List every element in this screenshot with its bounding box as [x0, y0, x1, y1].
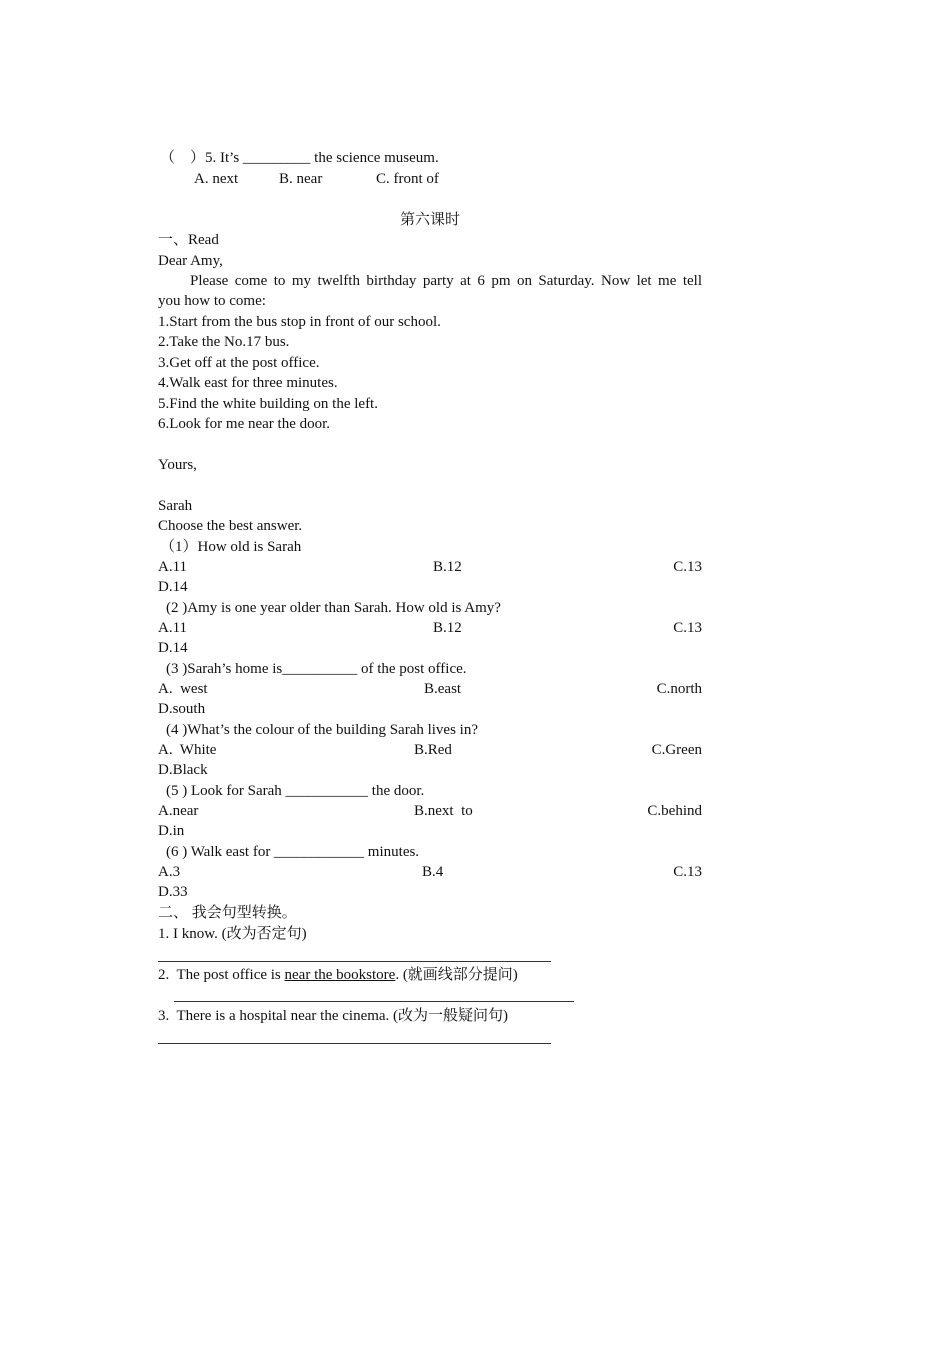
letter-paragraph-line-2: you how to come:: [158, 293, 266, 309]
letter-signature: Sarah: [158, 498, 193, 514]
q1-option-d: D.14: [158, 579, 188, 595]
answer-line-3: [158, 1043, 551, 1044]
question-5: （ ）5. It’s _________ the science museum.: [160, 150, 439, 166]
q3-option-d: D.south: [158, 701, 206, 717]
q5b-option-c: C.behind: [647, 803, 702, 819]
q1-option-a: A.11: [158, 559, 188, 575]
q2-option-b: B.12: [433, 620, 462, 636]
q6-option-c: C.13: [673, 864, 702, 880]
letter-step: 4.Walk east for three minutes.: [158, 375, 338, 391]
q1-option-c: C.13: [673, 559, 702, 575]
letter-step: 5.Find the white building on the left.: [158, 396, 378, 412]
q4-option-a: A. White: [158, 742, 217, 758]
q2-option-d: D.14: [158, 640, 188, 656]
instruction: Choose the best answer.: [158, 518, 303, 534]
q1-option-b: B.12: [433, 559, 462, 575]
item-2-suffix: . (就画线部分提问): [395, 967, 518, 983]
question-2: (2 )Amy is one year older than Sarah. How old is Amy?: [166, 600, 501, 616]
question-3: (3 )Sarah’s home is__________ of the post office.: [166, 661, 467, 677]
q4-option-c: C.Green: [651, 742, 702, 758]
q3-option-b: B.east: [424, 681, 462, 697]
q6-option-d: D.33: [158, 884, 188, 900]
q4-option-d: D.Black: [158, 762, 208, 778]
q2-option-c: C.13: [673, 620, 702, 636]
q5-option-b: B. near: [279, 171, 323, 187]
q3-option-a: A. west: [158, 681, 208, 697]
q5b-option-d: D.in: [158, 823, 185, 839]
letter-step: 6.Look for me near the door.: [158, 416, 331, 432]
question-6: (6 ) Walk east for ____________ minutes.: [166, 844, 420, 860]
q5b-option-b: B.next to: [414, 803, 473, 819]
question-5b: (5 ) Look for Sarah ___________ the door.: [166, 783, 425, 799]
letter-step: 1.Start from the bus stop in front of our school.: [158, 314, 441, 330]
question-1: （1）How old is Sarah: [160, 539, 302, 555]
q2-option-a: A.11: [158, 620, 188, 636]
q5-option-a: A. next: [194, 171, 239, 187]
item-2-underlined-phrase: near the bookstore: [284, 967, 396, 983]
lesson-title: 第六课时: [400, 212, 461, 228]
transform-item-1: 1. I know. (改为否定句): [158, 926, 307, 942]
answer-line-1: [158, 961, 551, 962]
item-2-prefix: 2. The post office is: [158, 967, 285, 983]
letter-paragraph-line-1: Please come to my twelfth birthday party at 6 pm on Saturday. Now let me tell: [190, 273, 702, 289]
letter-step: 3.Get off at the post office.: [158, 355, 320, 371]
q4-option-b: B.Red: [414, 742, 452, 758]
q6-option-b: B.4: [422, 864, 444, 880]
transform-item-3: 3. There is a hospital near the cinema. (改为一般疑问句): [158, 1008, 509, 1024]
q6-option-a: A.3: [158, 864, 181, 880]
q3-option-c: C.north: [656, 681, 702, 697]
answer-line-2: [174, 1001, 574, 1002]
q5b-option-a: A.near: [158, 803, 199, 819]
letter-greeting: Dear Amy,: [158, 253, 223, 269]
q5-option-c: C. front of: [376, 171, 439, 187]
section-2-heading: 二、 我会句型转换。: [158, 905, 297, 921]
transform-item-2: [158, 965, 518, 985]
section-1-heading: 一、Read: [158, 232, 219, 248]
letter-step: 2.Take the No.17 bus.: [158, 334, 290, 350]
question-4: (4 )What’s the colour of the building Sarah lives in?: [166, 722, 479, 738]
letter-closing: Yours,: [158, 457, 197, 473]
